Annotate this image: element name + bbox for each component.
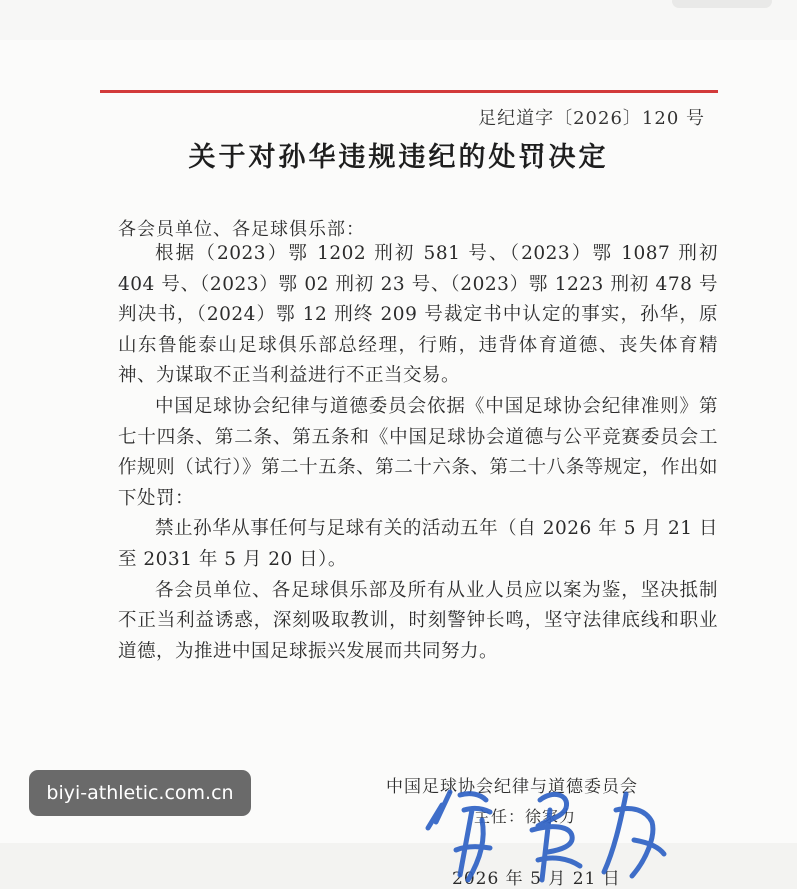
document-title: 关于对孙华违规违纪的处罚决定: [188, 142, 609, 173]
document-page: [0, 40, 797, 889]
issuing-committee: 中国足球协会纪律与道德委员会: [386, 777, 638, 797]
salutation: 各会员单位、各足球俱乐部：: [118, 219, 365, 240]
issue-date: 2026 年 5 月 21 日: [452, 869, 621, 889]
top-strip: [0, 0, 797, 40]
paragraph-facts: 根据（2023）鄂 1202 刑初 581 号、（2023）鄂 1087 刑初 404 号、（2023）鄂 02 刑初 23 号、（2023）鄂 1223 刑初 478 号判决书，（2024）鄂 12 刑终 209 号裁定书中认定的事实，孙华，原山东鲁能泰山足球俱乐部总经理，行贿，违背体育道德、丧失体育精神、为谋取不正当利益进行不正当交易。: [118, 243, 718, 387]
paragraph-warning: 各会员单位、各足球俱乐部及所有从业人员应以案为鉴，坚决抵制不正当利益诱惑，深刻吸取教训，时刻警钟长鸣，坚守法律底线和职业道德，为推进中国足球振兴发展而共同努力。: [118, 579, 718, 662]
document-number: 足纪道字〔2026〕120 号: [478, 108, 705, 129]
browser-pill: [672, 0, 772, 8]
site-watermark: biyi-athletic.com.cn: [29, 770, 251, 816]
document-body: [118, 239, 718, 667]
committee-director: 主任：徐家力: [474, 807, 577, 826]
handwritten-signature: [420, 780, 720, 883]
paragraph-basis: 中国足球协会纪律与道德委员会依据《中国足球协会纪律准则》第七十四条、第二条、第五条和《中国足球协会道德与公平竞赛委员会工作规则（试行）》第二十五条、第二十六条、第二十八条等规定，作出如下处罚：: [118, 395, 718, 509]
paragraph-penalty: 禁止孙华从事任何与足球有关的活动五年（自 2026 年 5 月 21 日至 2031 年 5 月 20 日）。: [118, 518, 718, 570]
red-header-rule: [100, 90, 718, 93]
